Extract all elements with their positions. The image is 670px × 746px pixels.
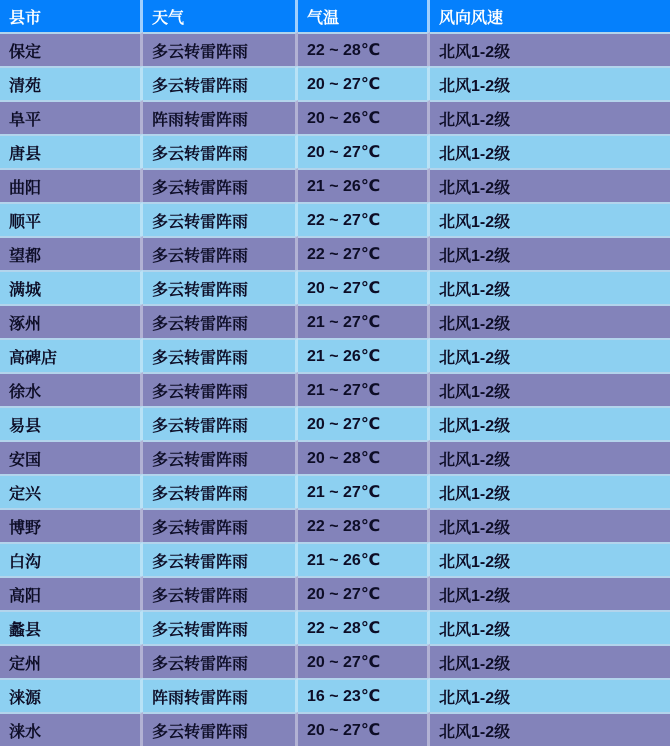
cell-weather: 多云转雷阵雨 <box>143 32 298 66</box>
table-row <box>0 100 670 134</box>
cell-weather: 多云转雷阵雨 <box>143 610 298 644</box>
cell-city: 顺平 <box>0 202 143 236</box>
cell-temp: 20 ~ 27℃ <box>298 134 430 168</box>
cell-temp: 21 ~ 27℃ <box>298 474 430 508</box>
table-row <box>0 678 670 712</box>
cell-city: 蠡县 <box>0 610 143 644</box>
table-row <box>0 644 670 678</box>
cell-wind: 北风1-2级 <box>430 474 670 508</box>
cell-weather: 多云转雷阵雨 <box>143 712 298 746</box>
cell-weather: 多云转雷阵雨 <box>143 338 298 372</box>
cell-city: 定兴 <box>0 474 143 508</box>
table-row <box>0 66 670 100</box>
cell-city: 易县 <box>0 406 143 440</box>
cell-weather: 多云转雷阵雨 <box>143 644 298 678</box>
cell-weather: 多云转雷阵雨 <box>143 508 298 542</box>
table-row <box>0 576 670 610</box>
cell-wind: 北风1-2级 <box>430 440 670 474</box>
cell-temp: 20 ~ 27℃ <box>298 576 430 610</box>
table-row <box>0 304 670 338</box>
cell-wind: 北风1-2级 <box>430 304 670 338</box>
cell-weather: 多云转雷阵雨 <box>143 202 298 236</box>
cell-wind: 北风1-2级 <box>430 508 670 542</box>
table-row <box>0 338 670 372</box>
table-row <box>0 236 670 270</box>
table-row <box>0 270 670 304</box>
cell-weather: 多云转雷阵雨 <box>143 168 298 202</box>
cell-temp: 21 ~ 27℃ <box>298 372 430 406</box>
cell-wind: 北风1-2级 <box>430 576 670 610</box>
cell-temp: 21 ~ 26℃ <box>298 168 430 202</box>
table-row <box>0 202 670 236</box>
cell-temp: 22 ~ 28℃ <box>298 610 430 644</box>
cell-temp: 21 ~ 27℃ <box>298 304 430 338</box>
cell-temp: 20 ~ 26℃ <box>298 100 430 134</box>
cell-weather: 多云转雷阵雨 <box>143 406 298 440</box>
cell-wind: 北风1-2级 <box>430 644 670 678</box>
cell-city: 清苑 <box>0 66 143 100</box>
column-header-wind: 风向风速 <box>430 0 670 32</box>
cell-city: 安国 <box>0 440 143 474</box>
cell-city: 高阳 <box>0 576 143 610</box>
cell-weather: 多云转雷阵雨 <box>143 440 298 474</box>
cell-wind: 北风1-2级 <box>430 372 670 406</box>
cell-city: 高碑店 <box>0 338 143 372</box>
cell-weather: 多云转雷阵雨 <box>143 542 298 576</box>
cell-temp: 21 ~ 26℃ <box>298 338 430 372</box>
cell-weather: 多云转雷阵雨 <box>143 270 298 304</box>
table-row <box>0 712 670 746</box>
header-row <box>0 0 670 32</box>
table-row <box>0 474 670 508</box>
cell-wind: 北风1-2级 <box>430 406 670 440</box>
cell-wind: 北风1-2级 <box>430 66 670 100</box>
cell-city: 唐县 <box>0 134 143 168</box>
cell-temp: 20 ~ 27℃ <box>298 66 430 100</box>
table-row <box>0 508 670 542</box>
cell-wind: 北风1-2级 <box>430 338 670 372</box>
cell-wind: 北风1-2级 <box>430 236 670 270</box>
cell-city: 定州 <box>0 644 143 678</box>
cell-city: 曲阳 <box>0 168 143 202</box>
cell-temp: 22 ~ 28℃ <box>298 32 430 66</box>
cell-wind: 北风1-2级 <box>430 542 670 576</box>
cell-temp: 20 ~ 27℃ <box>298 712 430 746</box>
cell-city: 满城 <box>0 270 143 304</box>
cell-weather: 多云转雷阵雨 <box>143 474 298 508</box>
cell-wind: 北风1-2级 <box>430 610 670 644</box>
cell-city: 保定 <box>0 32 143 66</box>
cell-weather: 阵雨转雷阵雨 <box>143 100 298 134</box>
cell-temp: 21 ~ 26℃ <box>298 542 430 576</box>
cell-wind: 北风1-2级 <box>430 712 670 746</box>
cell-weather: 多云转雷阵雨 <box>143 134 298 168</box>
table-header <box>0 0 670 32</box>
table-row <box>0 542 670 576</box>
cell-temp: 20 ~ 27℃ <box>298 644 430 678</box>
cell-city: 涞源 <box>0 678 143 712</box>
cell-temp: 16 ~ 23℃ <box>298 678 430 712</box>
table-row <box>0 440 670 474</box>
cell-temp: 20 ~ 27℃ <box>298 270 430 304</box>
cell-temp: 20 ~ 27℃ <box>298 406 430 440</box>
cell-city: 涿州 <box>0 304 143 338</box>
table-row <box>0 32 670 66</box>
cell-city: 阜平 <box>0 100 143 134</box>
column-header-weather: 天气 <box>143 0 298 32</box>
cell-temp: 22 ~ 27℃ <box>298 236 430 270</box>
cell-city: 博野 <box>0 508 143 542</box>
cell-weather: 多云转雷阵雨 <box>143 236 298 270</box>
column-header-temp: 气温 <box>298 0 430 32</box>
cell-wind: 北风1-2级 <box>430 32 670 66</box>
table-row <box>0 372 670 406</box>
cell-temp: 22 ~ 27℃ <box>298 202 430 236</box>
cell-weather: 多云转雷阵雨 <box>143 304 298 338</box>
cell-weather: 多云转雷阵雨 <box>143 576 298 610</box>
table-row <box>0 168 670 202</box>
column-header-city: 县市 <box>0 0 143 32</box>
table-row <box>0 610 670 644</box>
cell-temp: 20 ~ 28℃ <box>298 440 430 474</box>
cell-city: 望都 <box>0 236 143 270</box>
cell-city: 徐水 <box>0 372 143 406</box>
cell-city: 白沟 <box>0 542 143 576</box>
table-row <box>0 406 670 440</box>
cell-wind: 北风1-2级 <box>430 678 670 712</box>
cell-wind: 北风1-2级 <box>430 202 670 236</box>
cell-weather: 多云转雷阵雨 <box>143 372 298 406</box>
cell-temp: 22 ~ 28℃ <box>298 508 430 542</box>
cell-weather: 多云转雷阵雨 <box>143 66 298 100</box>
table-body <box>0 32 670 746</box>
cell-wind: 北风1-2级 <box>430 100 670 134</box>
cell-city: 涞水 <box>0 712 143 746</box>
cell-wind: 北风1-2级 <box>430 168 670 202</box>
table-row <box>0 134 670 168</box>
cell-wind: 北风1-2级 <box>430 134 670 168</box>
cell-weather: 阵雨转雷阵雨 <box>143 678 298 712</box>
cell-wind: 北风1-2级 <box>430 270 670 304</box>
